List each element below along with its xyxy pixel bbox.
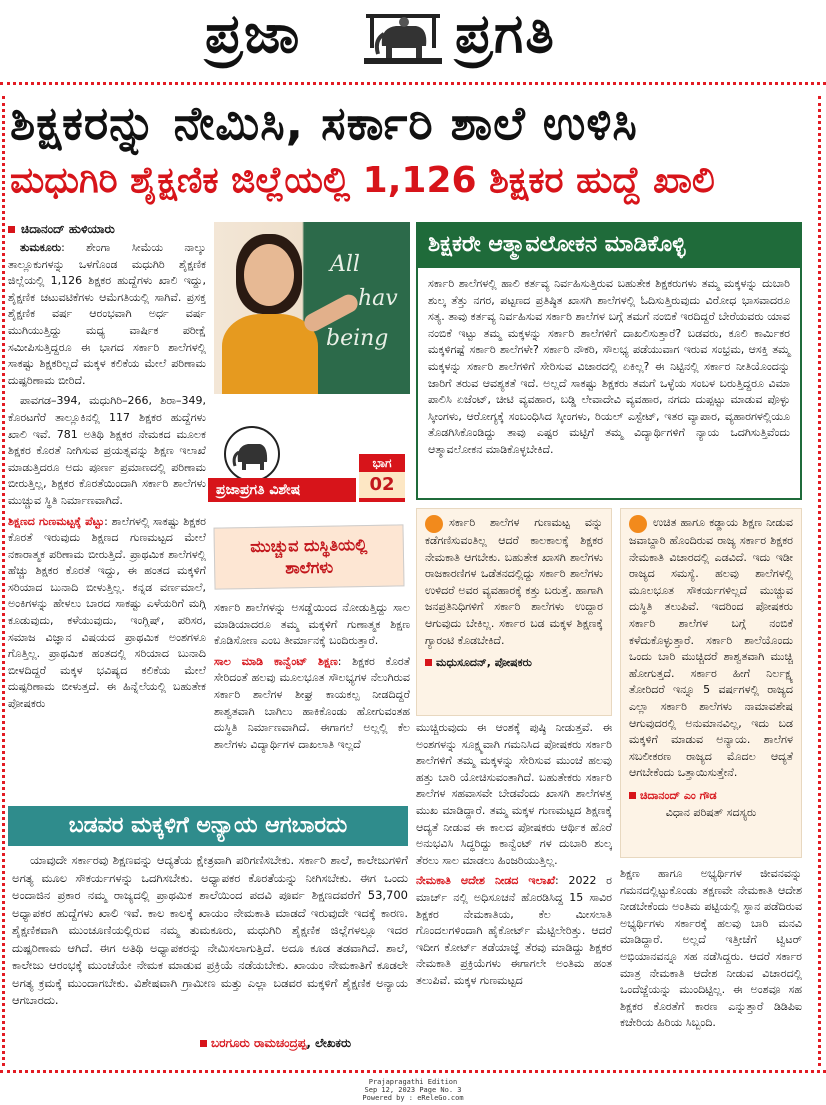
subhead-loan: ಸಾಲ ಮಾಡಿ ಕಾನ್ವೆಂಟ್ ಶಿಕ್ಷಣ [214,654,338,668]
subheadline: ಮಧುಗಿರಿ ಶೈಕ್ಷಣಿಕ ಜಿಲ್ಲೆಯಲ್ಲಿ 1,126 ಶಿಕ್ಷಕರ ಹುದ್ದೆ ಖಾಲಿ [10,160,715,201]
left-paragraph-2: ಪಾವಗಡ–394, ಮಧುಗಿರಿ–266, ಶಿರಾ–349, ಕೊರಟಗೆರೆ ತಾಲ್ಲೂಕಿನಲ್ಲಿ 117 ಶಿಕ್ಷಕರ ಹುದ್ದೆಗಳು ಖಾಲಿ ಇವೆ. 781 ಅತಿಥಿ ಶಿಕ್ಷಕರ ನೇಮಕದ ಮೂಲಕ ಶಿಕ್ಷಕರ ಕೊರತೆ ನೀಗಿಸುವ ಪ್ರಯತ್ನವನ್ನು ಶಿಕ್ಷಣ ಇಲಾಖೆ ಮಾಡುತ್ತಿದರೂ ಅದು ಪೂರ್ಣ ಪ್ರಮಾಣದಲ್ಲಿ ಪರಿಣಾಮ ಬೀರುತ್ತಿಲ್ಲ, ಶಿಕ್ಷಕರ ಕೊರತೆಯಿಂದಾಗಿ ಸರ್ಕಾರಿ ಶಾಲೆಗಳು ಮುಚ್ಚುವ ಸ್ಥಿತಿ ನಿರ್ಮಾಣವಾಗಿದೆ. [8,394,206,507]
quote-mlc-role: ವಿಧಾನ ಪರಿಷತ್ ಸದಸ್ಯರು [665,805,757,819]
subheading-box [213,524,404,589]
board-word-1: All [330,252,360,277]
left-column [8,240,206,800]
left-paragraph-3-text: : ಶಾಲೆಗಳಲ್ಲಿ ಸಾಕಷ್ಟು ಶಿಕ್ಷಕರ ಕೊರತೆ ಇರುವುದು ಶಿಕ್ಷಣದ ಗುಣಮಟ್ಟದ ಮೇಲೆ ನಕಾರಾತ್ಮಕ ಪರಿಣಾಮ ಬೀರುತ್ತಿದೆ. ಪ್ರಾಥಮಿಕ ಶಾಲೆಗಳಲ್ಲಿ ಹೆಚ್ಚು ಶಿಕ್ಷಕರ ಕೊರತೆ ಇದ್ದು, ಈ ಹಂತದ ಮಕ್ಕಳಿಗೆ ಸರಿಯಾದ ಬುನಾದಿ ಬೀಳುತ್ತಿಲ್ಲ. ಕನ್ನಡ ವರ್ಣಮಾಲೆ, ಅಂಕಿಗಳನ್ನು ಹೇಳಲು ಬಾರದ ಸಾಕಷ್ಟು ಎಳೆಯರಿಗೆ ಮಗ್ಗಿ ಕೂಡುವುದು, ಕಳೆಯುವುದು, ಇಂಗ್ಲಿಷ್, ಪರಿಸರ, ಸಮಾಜ ವಿಜ್ಞಾನ ವಿಷಯದ ಪ್ರಾಥಮಿಕ ಅಂಶಗಳೂ ಗೊತ್ತಿಲ್ಲ. ಪ್ರಾಥಮಿಕ ಹಂತದಲ್ಲಿ ಸರಿಯಾದ ಬುನಾದಿ ಬೀಳದಿದ್ದರೆ ಮಕ್ಕಳ ಭವಿಷ್ಯದ ಕಲಿಕೆಯ ಮೇಲೆ ದುಷ್ಪರಿಣಾಮ ಬೀಳುತ್ತದೆ. ಈ ಹಿನ್ನೆಲೆಯಲ್ಲಿ ಬಹುತೇಕ ಪೋಷಕರು [8,514,206,711]
quote-mark-icon [425,515,443,533]
footer-edition: Prajapragathi Edition [368,1078,458,1086]
photo-face [244,244,294,306]
elephant-emblem-icon [360,6,446,68]
subheading-line-1: ಮುಚ್ಚುವ ದುಸ್ಥಿತಿಯಲ್ಲಿ [250,534,368,557]
left-border [2,96,6,1066]
section2-attribution [200,1036,408,1054]
quote-parent-role: , ಪೋಷಕರು [486,656,532,670]
byline [8,222,206,238]
editorial-box-title: ಶಿಕ್ಷಕರೇ ಆತ್ಮಾವಲೋಕನ ಮಾಡಿಕೊಳ್ಳಿ [416,222,802,268]
section2-body [12,852,408,1032]
editorial-box [416,268,802,500]
middle-column-2 [416,720,612,1060]
quote-parent-author: ಮಧುಸೂದನ್ [436,656,487,670]
masthead [0,0,826,78]
attribution-marker [200,1040,207,1047]
left-paragraph-3 [8,514,206,713]
footer [0,1078,826,1105]
subhead-appointment: ನೇಮಕಾತಿ ಆದೇಶ ನೀಡದ ಇಲಾಖೆ [416,874,556,888]
left-paragraph-1-text: : ಶೇಂಗಾ ಸೀಮೆಯ ನಾಲ್ಕು ತಾಲ್ಲೂಕುಗಳನ್ನು ಒಳಗೊಂಡ ಮಧುಗಿರಿ ಶೈಕ್ಷಣಿಕ ಜಿಲ್ಲೆಯಲ್ಲಿ 1,126 ಶಿಕ್ಷಕರ ಹುದ್ದೆಗಳು ಖಾಲಿ ಇದ್ದು, ಶೈಕ್ಷಣಿಕ ಚಟುವಟಿಕೆಗಳು ಆಮೆಗತಿಯಲ್ಲಿ ಸಾಗಿವೆ. ಪ್ರಸಕ್ತ ಶೈಕ್ಷಣಿಕ ವರ್ಷ ಆರಂಭವಾಗಿ ಅರ್ಧ ವರ್ಷ ಮುಗಿಯುತ್ತಿದ್ದು ಮಧ್ಯ ವಾರ್ಷಿಕ ಪರೀಕ್ಷೆ ಸಮೀಪಿಸುತ್ತಿದ್ದರೂ ಈ ಭಾಗದ ಸರ್ಕಾರಿ ಶಾಲೆಗಳಲ್ಲಿ ಸಾಕಷ್ಟು ಶಿಕ್ಷಕರಿಲ್ಲದೆ ಮಕ್ಕಳ ಕಲಿಕೆಯ ಮೇಲೆ ಪರಿಣಾಮ ದುಷ್ಪರಿಣಾಮ ಬೀರಿದೆ. [8,241,206,387]
editorial-text: ಸರ್ಕಾರಿ ಶಾಲೆಗಳಲ್ಲಿ ಹಾಲಿ ಕರ್ತವ್ಯ ನಿರ್ವಹಿಸುತ್ತಿರುವ ಬಹುತೇಕ ಶಿಕ್ಷಕರುಗಳು ತಮ್ಮ ಮಕ್ಕಳನ್ನು ದುಬಾರಿ ಶುಲ್ಕ ತೆತ್ತು ನಗರ, ಪಟ್ಟಣದ ಪ್ರತಿಷ್ಠಿತ ಖಾಸಗಿ ಶಾಲೆಗಳಲ್ಲಿ ಓದಿಸುತ್ತಿರುವುದು ವಿರೋಧ ಭಾಸವಾದರೂ ಸತ್ಯ. ತಾವು ಕರ್ತವ್ಯ ನಿರ್ವಹಿಸುವ ಸರ್ಕಾರಿ ಶಾಲೆಗಳ ಬಗ್ಗೆ ತಮಗೆ ನಂಬಿಕೆ ಇರದಿದ್ದರೆ ಬೇರೆಯವರು ಯಾವ ನಂಬಿಕೆ ಇಟ್ಟು ತಮ್ಮ ಮಕ್ಕಳನ್ನು ಸರ್ಕಾರಿ ಶಾಲೆಗಳಿಗೆ ದಾಖಲಿಸುತ್ತಾರೆ? ಬಡವರು, ಕೂಲಿ ಕಾರ್ಮಿಕರ ಮಕ್ಕಳಿಗಷ್ಟೆ ಸರ್ಕಾರಿ ಶಾಲೆಗಳೇ? ಸರ್ಕಾರಿ ನೌಕರಿ, ಸೌಲಭ್ಯ ಪಡೆಯುವಾಗ ಇರುವ ಸಂಭ್ರಮ, ಆಸಕ್ತಿ ತಮ್ಮ ಮಕ್ಕಳನ್ನು ಸರ್ಕಾರಿ ಶಾಲೆಗಳಿಗೆ ಸೇರಿಸುವ ವಿಚಾರದಲ್ಲಿ ಏಕಿಲ್ಲ? ಈ ನಿಟ್ಟಿನಲ್ಲಿ ಸರ್ಕಾರ ನೀತಿಯೊಂದನ್ನು ಜಾರಿಗೆ ತರುವ ಆವಶ್ಯಕತೆ ಇದೆ. ಅಲ್ಲದೆ ಸಾಕಷ್ಟು ಶಿಕ್ಷಕರು ತಮಗೆ ಒಳ್ಳೆಯ ಸಂಬಳ ಬರುತ್ತಿದ್ದರೂ ವಿಮಾ ಪಾಲಿಸಿ ಏಜೆಂಟ್, ಚೀಟಿ ವ್ಯವಹಾರ, ಬಡ್ಡಿ ಲೇವಾದೇವಿ ವ್ಯವಹಾರ, ನಗದು ದುಪ್ಪಟ್ಟು ಮಾಡುವ ಪೊಳ್ಳು ಸ್ಕೀಂಗಳು, ಆರೋಗ್ಯಕ್ಕೆ ಸಂಬಂಧಿಸಿದ ಸ್ಕೀಂಗಳು, ರಿಯಲ್ ಎಸ್ಟೇಟ್, ಇತರ ವ್ಯಾಪಾರ, ವ್ಯಹಾರಗಳಲ್ಲಿಯೂ ತೊಡಗಿಸಿಕೊಂಡಿದ್ದು ತಾವು ಎಷ್ಟರ ಮಟ್ಟಿಗೆ ತಮ್ಮ ವಿದ್ಯಾರ್ಥಿಗಳಿಗೆ ನ್ಯಾಯ ಒದಗಿಸುತ್ತಿವೆಂದು ಆತ್ಮಾವಲೋಕನ ಮಾಡಿಕೊಳ್ಳಬೇಕಿದೆ. [428,277,790,456]
masthead-title-right: ಪ್ರಗತಿ [455,2,556,65]
quote-parent-text: ಸರ್ಕಾರಿ ಶಾಲೆಗಳ ಗುಣಮಟ್ಟ ವನ್ನು ಕಡೆಗಣಿಸುವಂತಿಲ್ಲ ಆದರೆ ಕಾಲಕಾಲಕ್ಕೆ ಶಿಕ್ಷಕರ ನೇಮಕಾತಿ ಆಗಬೇಕು. ಬಹುತೇಕ ಖಾಸಗಿ ಶಾಲೆಗಳು ರಾಜಕಾರಣಿಗಳ ಒಡೆತನದಲ್ಲಿದ್ದು ಸರ್ಕಾರಿ ಶಾಲೆಗಳು ಉಳಿದರೆ ಅವರ ವ್ಯವಹಾರಕ್ಕೆ ಕತ್ತು ಬರುತ್ತೆ. ಹಾಗಾಗಿ ಜನಪ್ರತಿನಿಧಿಗಳಿಗೆ ಸರ್ಕಾರಿ ಶಾಲೆಗಳು ಉದ್ದಾರ ಆಗುವುದು ಬೇಕಿಲ್ಲ. ಸರ್ಕಾರ ಬಡ ಮಕ್ಕಳ ಶಿಕ್ಷಣಕ್ಕೆ ಗ್ಯಾರಂಟಿ ಕೊಡಬೇಕಿದೆ. [425,516,603,647]
section2-author: ಬರಗೂರು ರಾಮಚಂದ್ರಪ್ಪ [211,1036,307,1050]
middle-paragraph-1: ಸರ್ಕಾರಿ ಶಾಲೆಗಳನ್ನು ಅಸಡ್ಡೆಯಿಂದ ನೋಡುತ್ತಿದ್ದು ಸಾಲ ಮಾಡಿಯಾದರೂ ತಮ್ಮ ಮಕ್ಕಳಿಗೆ ಗುಣಾತ್ಮಕ ಶಿಕ್ಷಣ ಕೊಡಿಸೋಣ ಎಂಬ ತೀರ್ಮಾನಕ್ಕೆ ಬಂದಿರುತ್ತಾರೆ. [214,601,410,648]
masthead-title-left: ಪ್ರಜಾ [205,2,302,65]
quote-box-parent [416,508,612,716]
attribution-marker [425,659,432,666]
bottom-divider [0,1070,826,1074]
subhead-quality: ಶಿಕ್ಷಣದ ಗುಣಮಟ್ಟಕ್ಕೆ ಪೆಟ್ಟು [8,514,105,528]
quote-parent-attribution [425,655,603,672]
board-word-3: being [326,326,389,351]
teacher-photo [214,222,410,394]
quote-box-mlc [620,508,802,858]
board-word-2: hav [358,286,398,311]
footer-date: Sep 12, 2023 Page No. 3 [364,1086,462,1094]
byline-name: ಚಿದಾನಂದ್ ಹುಳಿಯಾರು [21,222,115,236]
middle-paragraph-2-text: : ಶಿಕ್ಷಕರ ಕೊರತೆ ಸೇರಿದಂತೆ ಹಲವು ಮೂಲಭೂತ ಸೌಲಭ್ಯಗಳ ನೆಲುಗಿರುವ ಸರ್ಕಾರಿ ಶಾಲೆಗಳ ಶೀಘ್ರ ಕಾಯಕಲ್ಪ ನೀಡದಿದ್ದರೆ ಶಾಶ್ವತವಾಗಿ ಬಾಗಿಲು ಹಾಕಿಕೊಂಡು ಹೋಗುವಂತಹ ದುಸ್ಥಿತಿ ನಿರ್ಮಾಣವಾಗಿದೆ. ಈಗಾಗಲೆ ಅಲ್ಲಲ್ಲಿ ಕೆಲ ಶಾಲೆಗಳು ವಿದ್ಯಾರ್ಥಿಗಳ ದಾಖಲಾತಿ ಇಲ್ಲದೆ [214,654,410,751]
elephant-logo-icon [224,426,280,482]
special-series-badge [208,426,408,504]
byline-marker [8,226,15,233]
mid2-paragraph-1: ಮುಚ್ಚಿರುವುದು ಈ ಆಂಶಕ್ಕೆ ಪುಷ್ಠಿ ನೀಡುತ್ತವೆ. ಈ ಅಂಶಗಳನ್ನು ಸೂಕ್ಷ್ಮವಾಗಿ ಗಮನಿಸಿದ ಪೋಷಕರು ಸರ್ಕಾರಿ ಶಾಲೆಗಳಿಗೆ ತಮ್ಮ ಮಕ್ಕಳನ್ನು ಸೇರಿಸುವ ಮುಂಚೆ ಹಲವು ಹತ್ತು ಬಾರಿ ಯೋಚಿಸುವಂತಾಗಿದೆ. ಬಹುತೇಕರು ಸರ್ಕಾರಿ ಶಾಲೆಗಳ ಸಹವಾಸವೇ ಬೇಡವೆಂದು ಖಾಸಗಿ ಶಾಲೆಗಳತ್ತ ಮುಖ ಮಾಡಿದ್ದಾರೆ. ತಮ್ಮ ಮಕ್ಕಳ ಗುಣಮಟ್ಟದ ಶಿಕ್ಷಣಕ್ಕೆ ಆದ್ಯತೆ ನೀಡುವ ಈ ಕಾಲದ ಪೋಷಕರು ಆರ್ಥಿಕ ಹೊರೆ ಅನುಭವಿಸಿ ಸಿದ್ಧರಿದ್ದು ಕಾನ್ವೆಂಟ್ ಗಳ ದುಬಾರಿ ಶುಲ್ಕ ತೆರಲು ಸಾಲ ಮಾಡಲು ಹಿಂಜರಿಯುತ್ತಿಲ್ಲ. [416,721,612,867]
photo-saree [222,314,318,394]
mid2-paragraph-2 [416,873,612,989]
right-column [620,866,802,1062]
top-divider [0,82,826,90]
headline: ಶಿಕ್ಷಕರನ್ನು ನೇಮಿಸಿ, ಸರ್ಕಾರಿ ಶಾಲೆ ಉಳಿಸಿ [10,96,638,150]
middle-paragraph-2 [214,654,410,754]
subheading-line-2: ಶಾಲೆಗಳು [285,557,334,578]
mid2-paragraph-2-text: : 2022 ರ ಮಾರ್ಚ್ ನಲ್ಲಿ ಅಧಿಸೂಚನೆ ಹೊರಡಿಸಿದ್ದ 15 ಸಾವಿರ ಶಿಕ್ಷಕರ ನೇಮಕಾತಿಯ, ಕೆಲ ಮೀಸಲಾತಿ ಗೊಂದಲಗಳಿಂದಾಗಿ ಹೈಕೋರ್ಟ್ ಮೆಟ್ಟಿಲೇರಿತ್ತು. ಆದರೆ ಇದೀಗ ಕೋರ್ಟ್ ತಡೆಯಾಜ್ಞೆ ತೆರವು ಮಾಡಿದ್ದು ಶಿಕ್ಷಕರ ನೇಮಕಾತಿ ಪ್ರಕ್ರಿಯೆಗಳು ಈಗಾಗಲೇ ಅಂತಿಮ ಹಂತ ತಲುಪಿವೆ. ಮಕ್ಕಳ ಗುಣಮಟ್ಟದ [416,874,612,987]
section2-title: ಬಡವರ ಮಕ್ಕಳಿಗೆ ಅನ್ಯಾಯ ಆಗಬಾರದು [8,806,408,846]
middle-column [214,600,410,800]
quote-mlc-text: ಉಚಿತ ಹಾಗೂ ಕಡ್ಡಾಯ ಶಿಕ್ಷಣ ನೀಡುವ ಜವಾಬ್ದಾರಿ ಹೊಂದಿರುವ ರಾಜ್ಯ ಸರ್ಕಾರ ಶಿಕ್ಷಕರ ನೇಮಕಾತಿ ವಿಚಾರದಲ್ಲಿ ಎಡವಿದೆ. ಇದು ಇಡೀ ರಾಜ್ಯದ ಸಮಸ್ಯೆ. ಹಲವು ಶಾಲೆಗಳಲ್ಲಿ ಮೂಲಭೂತ ಸೌಕರ್ಯಗಳಿಲ್ಲದೆ ಮುಚ್ಚುವ ದುಸ್ಥಿತಿ ತಲುಪಿವೆ. ಇದರಿಂದ ಪೋಷಕರು ಸರ್ಕಾರಿ ಶಾಲೆಗಳ ಬಗ್ಗೆ ನಂಬಿಕೆ ಕಳೆದುಕೊಳ್ಳುತ್ತಾರೆ. ಸರ್ಕಾರಿ ಶಾಲೆಯೊಂದು ಒಂದು ಬಾರಿ ಮುಚ್ಚಿದರೆ ಶಾಶ್ವತವಾಗಿ ಮುಚ್ಚಿ ಹೋಗುತ್ತದೆ. ಸರ್ಕಾರ ಹೀಗೆ ನಿರ್ಲಕ್ಷ್ಯ ತೋರಿದರೆ ಇನ್ನೂ 5 ವರ್ಷಗಳಲ್ಲಿ ರಾಜ್ಯದ ಎಲ್ಲಾ ಸರ್ಕಾರಿ ಶಾಲೆಗಳು ನಾಮಾವಶೇಷ ಆಗುವುದರಲ್ಲಿ ಅನುಮಾನವಿಲ್ಲ, ಇದು ಬಡ ಮಕ್ಕಳಿಗೆ ಮಾಡುವ ಅನ್ಯಾಯ. ಶಾಲೆಗಳ ಸಬಲೀಕರಣ ರಾಜ್ಯದ ಮೊದಲ ಆದ್ಯತೆ ಆಗಬೇಕೆಂದು ಒತ್ತಾಯಿಸುತ್ತೇನೆ. [629,516,793,780]
part-label: ಭಾಗ [372,456,392,470]
section2-text: ಯಾವುದೇ ಸರ್ಕಾರವು ಶಿಕ್ಷಣವನ್ನು ಆದ್ಯತೆಯ ಕ್ಷೇತ್ರವಾಗಿ ಪರಿಗಣಿಸಬೇಕು. ಸರ್ಕಾರಿ ಶಾಲೆ, ಕಾಲೇಜುಗಳಿಗೆ ಅಗತ್ಯ ಮೂಲ ಸೌಕರ್ಯಗಳನ್ನು ಒದಗಿಸಬೇಕು. ಅಧ್ಯಾಪಕರ ಕೊರತೆಯನ್ನು ನೀಗಿಸಬೇಕು. ಈಗ ಒಂದು ಅಂದಾಜಿನ ಪ್ರಕಾರ ನಮ್ಮ ರಾಜ್ಯದಲ್ಲಿ ಪ್ರಾಥಮಿಕ ಶಾಲೆಯಿಂದ ಪದವಿ ಪೂರ್ವ ಶಿಕ್ಷಣದವರೆಗೆ 53,700 ಅಧ್ಯಾಪಕರ ಹುದ್ದೆಗಳು ಖಾಲಿ ಇವೆ. ಕಾಲ ಕಾಲಕ್ಕೆ ಖಾಯಂ ನೇಮಕಾತಿ ಮಾಡದೆ ಇರುವುದೇ ಇದಕ್ಕೆ ಕಾರಣ. ಶೈಕ್ಷಣಿಕವಾಗಿ ಮುಂಚೂಣಿಯಲ್ಲಿರುವ ನಮ್ಮ ತುಮಕೂರು, ಮಧುಗಿರಿ ಶೈಕ್ಷಣಿಕ ಜಿಲ್ಲೆಗಳಲ್ಲೂ ಇದರ ದುಷ್ಪರಿಣಾಮ ಆಗಿದೆ. ಈಗ ಅತಿಥಿ ಅಧ್ಯಾಪಕರನ್ನು ನೇಮಿಸಲಾಗುತ್ತಿದೆ. ಅದೂ ಕೂಡ ತಡವಾಗಿದೆ. ಶಾಲೆ, ಕಾಲೇಜು ಆರಂಭಕ್ಕೆ ಮುಂಚೆಯೇ ನೇಮಕ ಮಾಡುವ ಪ್ರಕ್ರಿಯೆ ನಡೆಯಬೇಕು. ಖಾಯಂ ನೇಮಕಾತಿಗೆ ಕೂಡಲೇ ಅಗತ್ಯ ಕ್ರಮಕ್ಕೆ ಮುಂದಾಗಬೇಕು. ವಿಶೇಷವಾಗಿ ಗ್ರಾಮೀಣ ಮತ್ತು ಎಲ್ಲಾ ಬಡವರ ಮಕ್ಕಳಿಗೆ ಶೈಕ್ಷಣಿಕ ಅನ್ಯಾಯ ಆಗಬಾರದು. [12,853,408,1007]
left-paragraph-1 [8,240,206,389]
quote-mlc-author: ಚಿದಾನಂದ್ ಎಂ ಗೌಡ [640,788,717,802]
footer-powered: Powered by : eReleGo.com [362,1094,464,1102]
quote-mark-icon [629,515,647,533]
part-badge [356,454,405,502]
section2-role: , ಲೇಖಕರು [306,1036,352,1050]
special-label: ಪ್ರಜಾಪ್ರಗತಿ ವಿಶೇಷ [208,478,366,502]
part-number: 02 [359,472,405,498]
right-paragraph: ಶಿಕ್ಷಣ ಹಾಗೂ ಅಭ್ಯರ್ಥಿಗಳ ಜೀವನವನ್ನು ಗಮನದಲ್ಲಿಟ್ಟುಕೊಂಡು ತಕ್ಷಣವೇ ನೇಮಕಾತಿ ಆದೇಶ ನೀಡಬೇಕೆಂದು ಅಂತಿಮ ಪಟ್ಟಿಯಲ್ಲಿ ಸ್ಥಾನ ಪಡೆದಿರುವ ಅಭ್ಯರ್ಥಿಗಳು ಸರ್ಕಾರಕ್ಕೆ ಹಲವು ಬಾರಿ ಮನವಿ ಮಾಡಿದ್ದಾರೆ. ಅಲ್ಲದೆ ಇತ್ತೀಚೆಗೆ ಟ್ವಿಟರ್ ಅಭಿಯಾನವನ್ನೂ ಸಹ ನಡೆಸಿದ್ದರು. ಆದರೆ ಸರ್ಕಾರ ಮಾತ್ರ ನೇಮಕಾತಿ ಆದೇಶ ನೀಡುವ ವಿಚಾರದಲ್ಲಿ ಒಂದೆಜ್ಜೆಯನ್ನು ಮುಂದಿಟ್ಟಿಲ್ಲ. ಈ ಅಂಶವೂ ಸಹ ಶಿಕ್ಷಕರ ಕೊರತೆಗೆ ಕಾರಣ ಎನ್ನುತ್ತಾರೆ ಡಿಡಿಪಿಐ ಕಚೇರಿಯ ಹಿರಿಯ ಸಿಬ್ಬಂದಿ. [620,867,802,1030]
right-border [818,96,822,1066]
dateline: ತುಮಕೂರು [20,241,62,254]
attribution-marker [629,792,636,799]
quote-mlc-attribution [629,788,793,805]
